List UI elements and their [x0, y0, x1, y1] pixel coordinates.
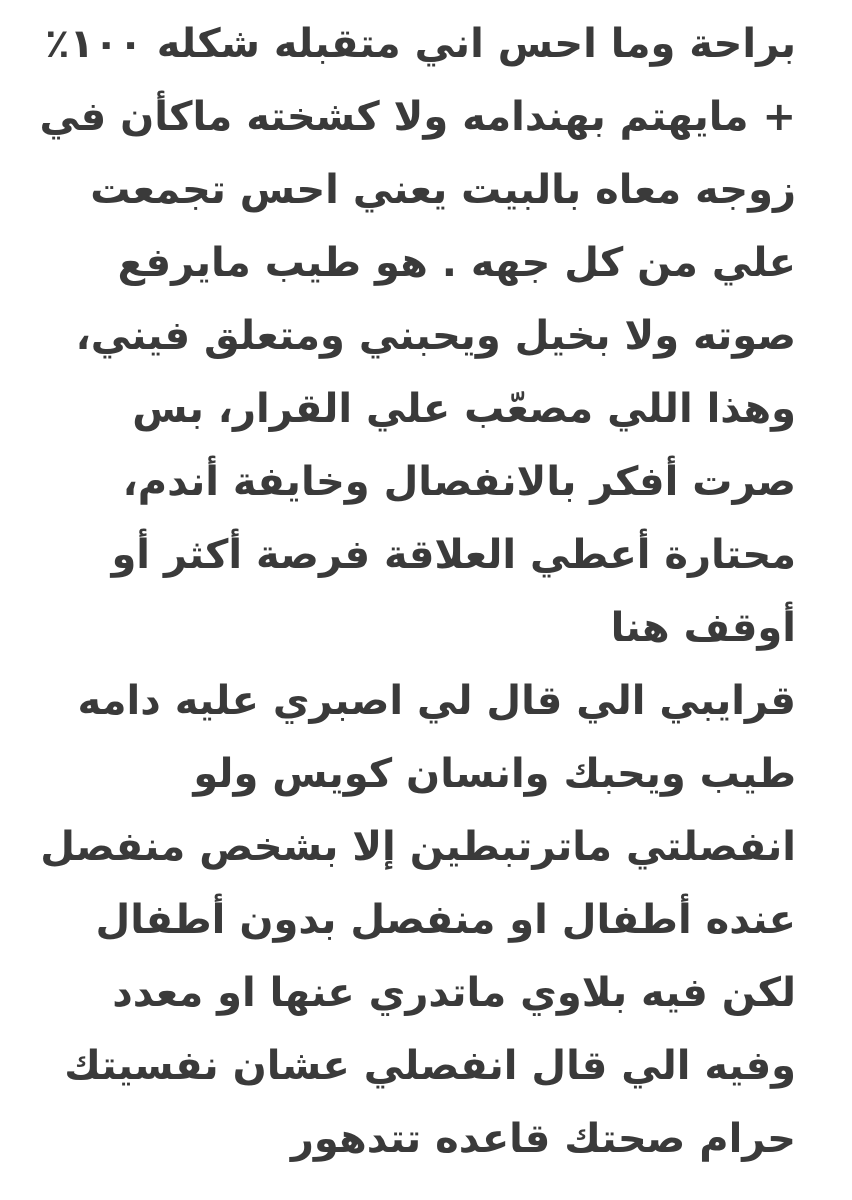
text-line: انفصلتي ماترتبطين إلا بشخص منفصل	[40, 824, 796, 870]
text-line: زوجه معاه بالبيت يعني احس تجمعت	[90, 167, 796, 213]
text-line: قرايبي الي قال لي اصبري عليه دامه	[77, 678, 796, 724]
text-line: علي من كل جهه . هو طيب مايرفع	[117, 240, 796, 286]
text-line: لكن فيه بلاوي ماتدري عنها او معدد	[112, 970, 796, 1016]
text-line: صرت أفكر بالانفصال وخايفة أندم،	[122, 459, 796, 505]
text-line: وفيه الي قال انفصلي عشان نفسيتك	[64, 1043, 796, 1089]
text-line: محتارة أعطي العلاقة فرصة أكثر أو	[111, 532, 796, 578]
text-body	[34, 8, 796, 1176]
text-line: حرام صحتك قاعده تتدهور	[290, 1116, 796, 1162]
text-line: + مايهتم بهندامه ولا كشخته ماكأن في	[39, 94, 796, 140]
text-line: وهذا اللي مصعّب علي القرار، بس	[132, 386, 796, 432]
text-line: براحة وما احس اني متقبله شكله ١٠٠٪	[45, 21, 796, 67]
text-line: أوقف هنا	[610, 605, 796, 651]
text-line: طيب ويحبك وانسان كويس ولو	[193, 751, 796, 797]
text-line: عنده أطفال او منفصل بدون أطفال	[95, 897, 796, 943]
text-line: صوته ولا بخيل ويحبني ومتعلق فيني،	[75, 313, 796, 359]
